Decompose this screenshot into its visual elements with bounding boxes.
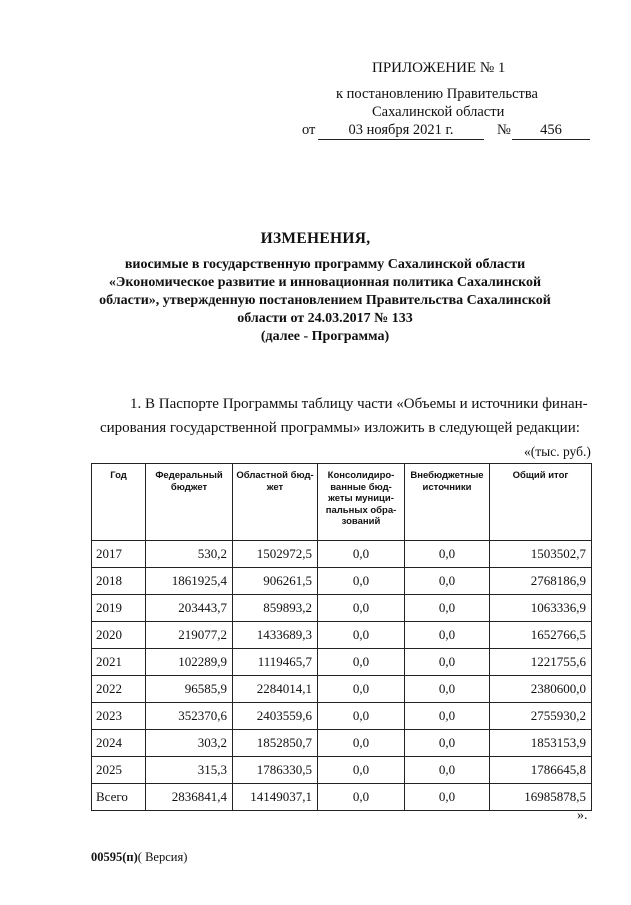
table-cell: 2284014,1 bbox=[233, 676, 318, 703]
subtitle-line: (далее - Программа) bbox=[260, 329, 390, 344]
table-cell: 352370,6 bbox=[146, 703, 233, 730]
paragraph-line: 1. В Паспорте Программы таблицу части «Объемы и источники финан- bbox=[130, 396, 588, 412]
table-cell: 0,0 bbox=[318, 730, 405, 757]
table-row bbox=[92, 730, 592, 757]
table-cell: 1786645,8 bbox=[490, 757, 592, 784]
table-cell-year: Всего bbox=[92, 784, 146, 811]
table-cell: 0,0 bbox=[318, 757, 405, 784]
column-header: Год bbox=[92, 464, 146, 541]
column-header: Общий итог bbox=[490, 464, 592, 541]
table-cell: 1853153,9 bbox=[490, 730, 592, 757]
table-cell: 1503502,7 bbox=[490, 541, 592, 568]
table-cell: 203443,7 bbox=[146, 595, 233, 622]
table-cell: 0,0 bbox=[318, 649, 405, 676]
subtitle-line: области от 24.03.2017 № 133 bbox=[237, 311, 413, 326]
table-cell: 0,0 bbox=[318, 541, 405, 568]
column-header: Внебюджетные источники bbox=[405, 464, 490, 541]
table-cell: 0,0 bbox=[405, 703, 490, 730]
table-cell: 2836841,4 bbox=[146, 784, 233, 811]
table-cell-year: 2019 bbox=[92, 595, 146, 622]
units-note: «(тыс. руб.) bbox=[524, 444, 591, 459]
table-row bbox=[92, 595, 592, 622]
table-cell: 303,2 bbox=[146, 730, 233, 757]
resolution-number: 456 bbox=[512, 122, 590, 140]
table-row bbox=[92, 676, 592, 703]
table-cell-year: 2020 bbox=[92, 622, 146, 649]
table-cell: 1786330,5 bbox=[233, 757, 318, 784]
table-row bbox=[92, 649, 592, 676]
table-cell-year: 2024 bbox=[92, 730, 146, 757]
document-title: ИЗМЕНЕНИЯ, bbox=[260, 230, 371, 247]
table-cell: 0,0 bbox=[405, 730, 490, 757]
table-cell: 0,0 bbox=[318, 676, 405, 703]
column-header: Федеральный бюджет bbox=[146, 464, 233, 541]
table-cell: 1652766,5 bbox=[490, 622, 592, 649]
table-cell: 2768186,9 bbox=[490, 568, 592, 595]
table-row bbox=[92, 703, 592, 730]
table-cell: 1852850,7 bbox=[233, 730, 318, 757]
footer bbox=[91, 850, 187, 865]
table-cell-year: 2025 bbox=[92, 757, 146, 784]
table-cell: 2755930,2 bbox=[490, 703, 592, 730]
table-cell: 0,0 bbox=[405, 568, 490, 595]
table-cell: 0,0 bbox=[405, 622, 490, 649]
column-header: Областной бюд-жет bbox=[233, 464, 318, 541]
table-cell-year: 2023 bbox=[92, 703, 146, 730]
subtitle-line: области», утвержденную постановлением Правительства Сахалинской bbox=[99, 293, 551, 308]
table-cell: 2403559,6 bbox=[233, 703, 318, 730]
date-prefix: от bbox=[302, 122, 316, 138]
table-row bbox=[92, 784, 592, 811]
table-cell: 859893,2 bbox=[233, 595, 318, 622]
table-header-row bbox=[92, 464, 592, 541]
table-cell: 315,3 bbox=[146, 757, 233, 784]
table-cell-year: 2022 bbox=[92, 676, 146, 703]
funding-table bbox=[91, 463, 592, 811]
table-cell: 1433689,3 bbox=[233, 622, 318, 649]
table-body bbox=[92, 541, 592, 811]
table-cell: 96585,9 bbox=[146, 676, 233, 703]
table-row bbox=[92, 622, 592, 649]
document-code: 00595(п) bbox=[91, 850, 138, 864]
paragraph-line: сирования государственной программы» изложить в следующей редакции: bbox=[100, 420, 580, 436]
table-cell: 0,0 bbox=[405, 676, 490, 703]
table-cell-year: 2018 bbox=[92, 568, 146, 595]
appendix-label: ПРИЛОЖЕНИЕ № 1 bbox=[372, 60, 506, 76]
table-cell: 1502972,5 bbox=[233, 541, 318, 568]
subtitle-line: виосимые в государственную программу Сахалинской области bbox=[124, 257, 526, 272]
resolution-date: 03 ноября 2021 г. bbox=[318, 122, 484, 140]
table-row bbox=[92, 568, 592, 595]
table-cell: 0,0 bbox=[318, 703, 405, 730]
table-row bbox=[92, 541, 592, 568]
table-cell-year: 2021 bbox=[92, 649, 146, 676]
table-cell: 1063336,9 bbox=[490, 595, 592, 622]
table-cell: 0,0 bbox=[318, 568, 405, 595]
version-label: ( Версия) bbox=[137, 850, 188, 864]
table-cell: 1119465,7 bbox=[233, 649, 318, 676]
subtitle-line: «Экономическое развитие и инновационная политика Сахалинской bbox=[108, 275, 542, 290]
table-cell: 0,0 bbox=[318, 784, 405, 811]
table-cell: 0,0 bbox=[405, 595, 490, 622]
table-cell: 1221755,6 bbox=[490, 649, 592, 676]
table-row bbox=[92, 757, 592, 784]
table-cell: 0,0 bbox=[318, 595, 405, 622]
closing-quote: ». bbox=[577, 808, 588, 823]
number-label: № bbox=[497, 122, 511, 138]
table-cell: 219077,2 bbox=[146, 622, 233, 649]
table-cell: 0,0 bbox=[405, 541, 490, 568]
table-cell: 0,0 bbox=[405, 649, 490, 676]
table-cell: 0,0 bbox=[318, 622, 405, 649]
table-cell: 0,0 bbox=[405, 757, 490, 784]
table-cell: 102289,9 bbox=[146, 649, 233, 676]
table-cell: 14149037,1 bbox=[233, 784, 318, 811]
table-cell-year: 2017 bbox=[92, 541, 146, 568]
column-header: Консолидиро-ванные бюд-жеты муници-пальных обра-зований bbox=[318, 464, 405, 541]
document-subtitle bbox=[90, 256, 560, 346]
appendix-to-resolution: к постановлению Правительства bbox=[336, 86, 538, 102]
table-cell: 906261,5 bbox=[233, 568, 318, 595]
table-cell: 0,0 bbox=[405, 784, 490, 811]
table-cell: 2380600,0 bbox=[490, 676, 592, 703]
appendix-government: Сахалинской области bbox=[372, 104, 505, 120]
table-cell: 16985878,5 bbox=[490, 784, 592, 811]
table-cell: 530,2 bbox=[146, 541, 233, 568]
table-cell: 1861925,4 bbox=[146, 568, 233, 595]
